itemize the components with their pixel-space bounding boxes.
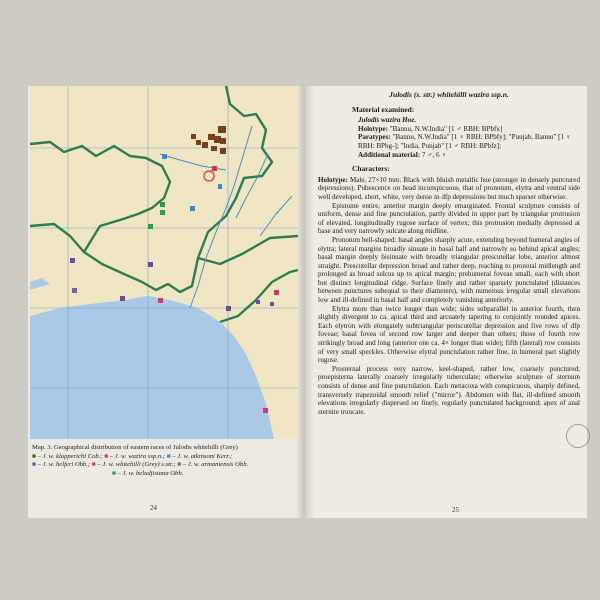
marker-helferi — [226, 306, 231, 311]
legend-swatch: ■ — [32, 452, 36, 460]
marker-klapperichi — [218, 126, 226, 133]
marker-armaniensis — [72, 288, 77, 293]
caption-legend — [32, 453, 294, 479]
left-page-number: 24 — [150, 504, 157, 512]
material-block — [318, 116, 580, 159]
marker-beludjistana — [148, 224, 153, 229]
map-caption — [32, 444, 294, 478]
marker-whitehilli — [274, 290, 279, 295]
legend-swatch: ■ — [166, 452, 171, 460]
legend-swatch: ■ — [177, 461, 182, 468]
epistome-paragraph: Epistome entire, anterior margin deeply emarginated. Frontal sculpture consists of uniform, dense and fine punctulation, partly divided in upper part by triangular protrusion of elevated, longitudinally rugose surface of vertex; this protrusion medially depressed at base and very narrowly sulcate along midline. — [318, 201, 580, 236]
prosternal-paragraph: Prosternal process very narrow, keel-shaped, rather low, coarsely punctured; proepisterna laterally coarsely irregularly tuberculate; otherwise sculpture of sternum consists of dense and fine punctulation. Each metacoxa with conspicuous, sharply defined, transversely trapezoidal smooth relief ("mirror"). Abdomen with flat, ill-defined smooth elevations irregularly dispersed on finely, regularly punctulated background; apex of anal sternite truncate. — [318, 364, 580, 416]
right-page-number: 25 — [452, 506, 459, 514]
holotype-line: Holotype: "Bannu, N.W.India" [1 ♂ RBH: BPbfx] — [358, 124, 503, 133]
library-stamp-icon — [566, 424, 590, 448]
marker-helferi — [70, 258, 75, 263]
marker-helferi — [148, 262, 153, 267]
right-page-text — [318, 91, 580, 416]
holotype-description: Holotype: Male, 27×10 mm. Black with bluish metallic hue (stronger in densely punctured depressions). Pubescence on head inconspicuous, that of pronotum, elytra and ventral side well developed, short, white, very dense in dfp depressions but much sparser otherwise. — [318, 175, 580, 201]
material-subtitle: Julodis wazira Hoe. — [358, 116, 417, 125]
marker-beludjistana — [160, 210, 165, 215]
marker-klapperichi — [220, 138, 226, 144]
legend-swatch: ■ — [112, 469, 116, 477]
legend-swatch: ■ — [104, 452, 109, 460]
marker-wazira — [212, 166, 217, 171]
elytra-paragraph: Elytra more than twice longer than wide; sides subparallel in anterior fourth, then slightly divergent to ca. apical third and arcuately tapering to conjointly rounded apices. Each elytron with elongately subtriangular periscutellar depression and five rows of dfp foveae; basal fovea of second row larger and deeper than others; those of fourth row strikingly broad and long (anterior one ca. 4× longer than wide); fifth (lateral) row consists of very small speckles. Otherwise elytral punctulation rather fine, in humeral part slightly rugose. — [318, 304, 580, 365]
marker-helferi — [270, 302, 274, 306]
legend-item-klapperichi: ■ – J. w. klapperichi Cob.; — [32, 452, 103, 460]
marker-klapperichi — [208, 134, 215, 140]
legend-item-whitehilli: ■ – J. w. whitehilli (Grey) s.str.; — [91, 461, 176, 468]
marker-atkinsoni — [218, 184, 222, 189]
caption-title: Map. 3. Geographical distribution of eastern races of Julodis whitehilli (Grey) — [32, 444, 238, 451]
legend-item-beludjistana: ■ – J. w. beludjistana Obb. — [112, 469, 184, 477]
marker-atkinsoni — [190, 206, 195, 211]
marker-klapperichi — [202, 142, 208, 148]
map-svg — [30, 86, 298, 439]
material-heading: Material examined: — [352, 104, 415, 114]
marker-beludjistana — [160, 202, 165, 207]
marker-whitehilli — [158, 298, 163, 303]
marker-klapperichi — [220, 148, 226, 154]
legend-item-atkinsoni: ■ – J. w. atkinsoni Kerr.; — [166, 452, 233, 460]
pronotum-paragraph: Pronotum bell-shaped: basal angles sharply acute, extending beyond humeral angles of elytra; lateral margins broadly sinuate in basal half and narrowly so behind apical angles; basal margin deeply bisinuate with broadly triangular prescutellar lobe, anterior almost straight. Prescutellar depression broad and rather deep, reaching to pronotal midlength and prolonged as broad sulcus up to apical margin; prehumeral foveae small, each with short but distinct longitudinal ridge. Surface finely and rather sparsely punctulated (distances between punctures subequal to their diameters), with numerous irregular small elevations low and ill-defined in basal half and completely vanishing anteriorly. — [318, 235, 580, 305]
book-gutter — [296, 86, 314, 518]
paratypes-line: Paratypes: "Bannu, N.W.India" [1 ♀ RBH: BPbfy]; "Punjab, Bannu" [1 ♀ RBH: BPbg-]; "India, Punjab" [1 ♂ RBH: BPbfz]; — [358, 133, 572, 150]
marker-helferi — [120, 296, 125, 301]
characters-heading: Characters: — [352, 164, 390, 174]
legend-item-armaniensis: ■ – J. w. armaniensis Obb. — [177, 461, 249, 468]
legend-swatch: ■ — [91, 461, 96, 468]
marker-klapperichi — [196, 140, 201, 145]
marker-atkinsoni — [162, 154, 167, 159]
marker-klapperichi — [214, 136, 221, 143]
marker-klapperichi — [191, 134, 196, 139]
legend-swatch: ■ — [32, 461, 36, 468]
distribution-map — [30, 86, 298, 439]
marker-whitehilli — [263, 408, 268, 413]
marker-klapperichi — [211, 146, 217, 151]
species-title: Julodis (s. str.) whitehilli wazira ssp.n. — [389, 90, 509, 99]
additional-line: Additional material: 7 ♂, 6 ♀ — [358, 150, 447, 159]
legend-item-helferi: ■ – J. w. helferi Obb.; — [32, 461, 91, 468]
marker-helferi — [256, 300, 260, 304]
legend-item-wazira: ■ – J. w. wazira ssp.n.; — [104, 452, 166, 460]
